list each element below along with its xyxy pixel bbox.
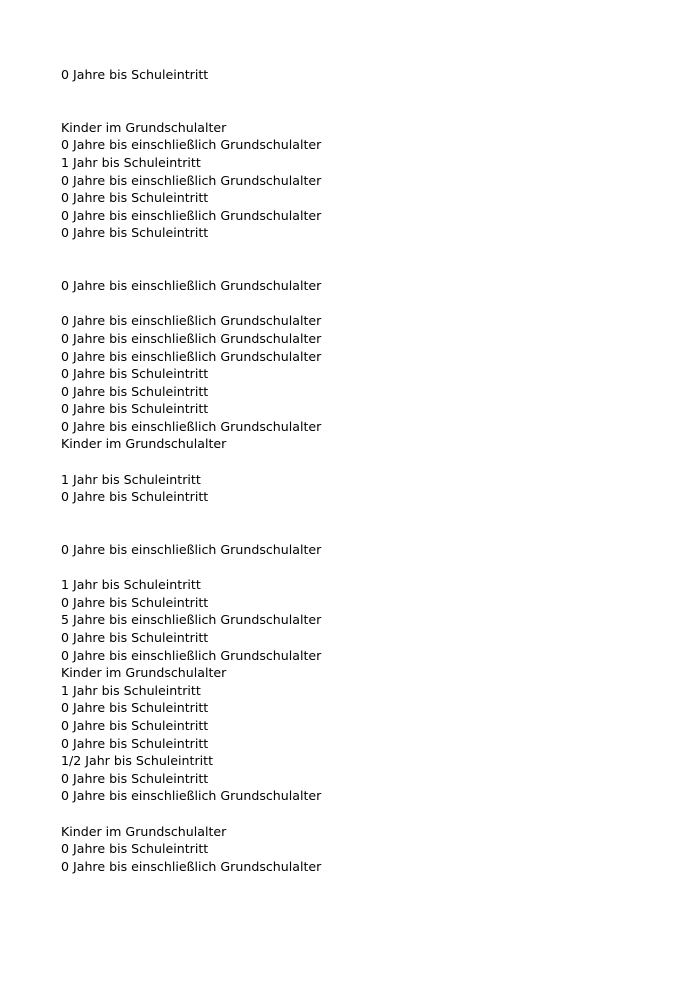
- text-line: 0 Jahre bis Schuleintritt: [61, 700, 209, 716]
- text-line: 0 Jahre bis einschließlich Grundschulalter: [61, 313, 322, 329]
- text-line: 0 Jahre bis einschließlich Grundschulalter: [61, 207, 322, 223]
- text-line: Kinder im Grundschulalter: [61, 823, 227, 839]
- text-line: 0 Jahre bis Schuleintritt: [61, 489, 209, 505]
- text-line: 0 Jahre bis Schuleintritt: [61, 770, 209, 786]
- text-line: 1 Jahr bis Schuleintritt: [61, 471, 201, 487]
- text-line: 1 Jahr bis Schuleintritt: [61, 682, 201, 698]
- text-line: 0 Jahre bis einschließlich Grundschulalter: [61, 348, 322, 364]
- text-line: 0 Jahre bis Schuleintritt: [61, 225, 209, 241]
- text-line: [61, 506, 321, 524]
- text-line: 1/2 Jahr bis Schuleintritt: [61, 753, 214, 769]
- text-line: Kinder im Grundschulalter: [61, 436, 227, 452]
- text-line: 0 Jahre bis Schuleintritt: [61, 841, 209, 857]
- text-line: 0 Jahre bis einschließlich Grundschulalter: [61, 172, 322, 188]
- text-line: [61, 559, 321, 577]
- text-line: 0 Jahre bis Schuleintritt: [61, 594, 209, 610]
- text-line: 5 Jahre bis einschließlich Grundschulalter: [61, 612, 322, 628]
- text-line: 1 Jahr bis Schuleintritt: [61, 577, 201, 593]
- text-line: [61, 295, 321, 313]
- text-line: [61, 260, 321, 278]
- text-line: 0 Jahre bis Schuleintritt: [61, 366, 209, 382]
- text-line: [61, 101, 321, 119]
- text-line: 0 Jahre bis Schuleintritt: [61, 735, 209, 751]
- text-line: 0 Jahre bis einschließlich Grundschulalter: [61, 330, 322, 346]
- text-line: 0 Jahre bis einschließlich Grundschulalter: [61, 542, 322, 558]
- text-line: [61, 242, 321, 260]
- text-line: [61, 453, 321, 471]
- text-line: 0 Jahre bis Schuleintritt: [61, 383, 209, 399]
- text-line: 0 Jahre bis einschließlich Grundschulalter: [61, 788, 322, 804]
- text-line: 0 Jahre bis einschließlich Grundschulalter: [61, 418, 322, 434]
- text-line: 0 Jahre bis einschließlich Grundschulalter: [61, 858, 322, 874]
- text-line: 0 Jahre bis Schuleintritt: [61, 67, 209, 82]
- text-line: 1 Jahr bis Schuleintritt: [61, 154, 201, 170]
- text-line: 0 Jahre bis einschließlich Grundschulalter: [61, 137, 322, 153]
- text-line-list: [61, 66, 321, 875]
- text-line: [61, 523, 321, 541]
- text-line: 0 Jahre bis einschließlich Grundschulalter: [61, 278, 322, 294]
- text-line: 0 Jahre bis einschließlich Grundschulalter: [61, 647, 322, 663]
- text-line: 0 Jahre bis Schuleintritt: [61, 630, 209, 645]
- text-line: [61, 805, 321, 823]
- text-line: 0 Jahre bis Schuleintritt: [61, 717, 209, 733]
- text-line: 0 Jahre bis Schuleintritt: [61, 401, 209, 417]
- text-line: 0 Jahre bis Schuleintritt: [61, 190, 209, 206]
- text-line: Kinder im Grundschulalter: [61, 119, 227, 135]
- text-line: [61, 84, 321, 102]
- text-line: Kinder im Grundschulalter: [61, 665, 227, 681]
